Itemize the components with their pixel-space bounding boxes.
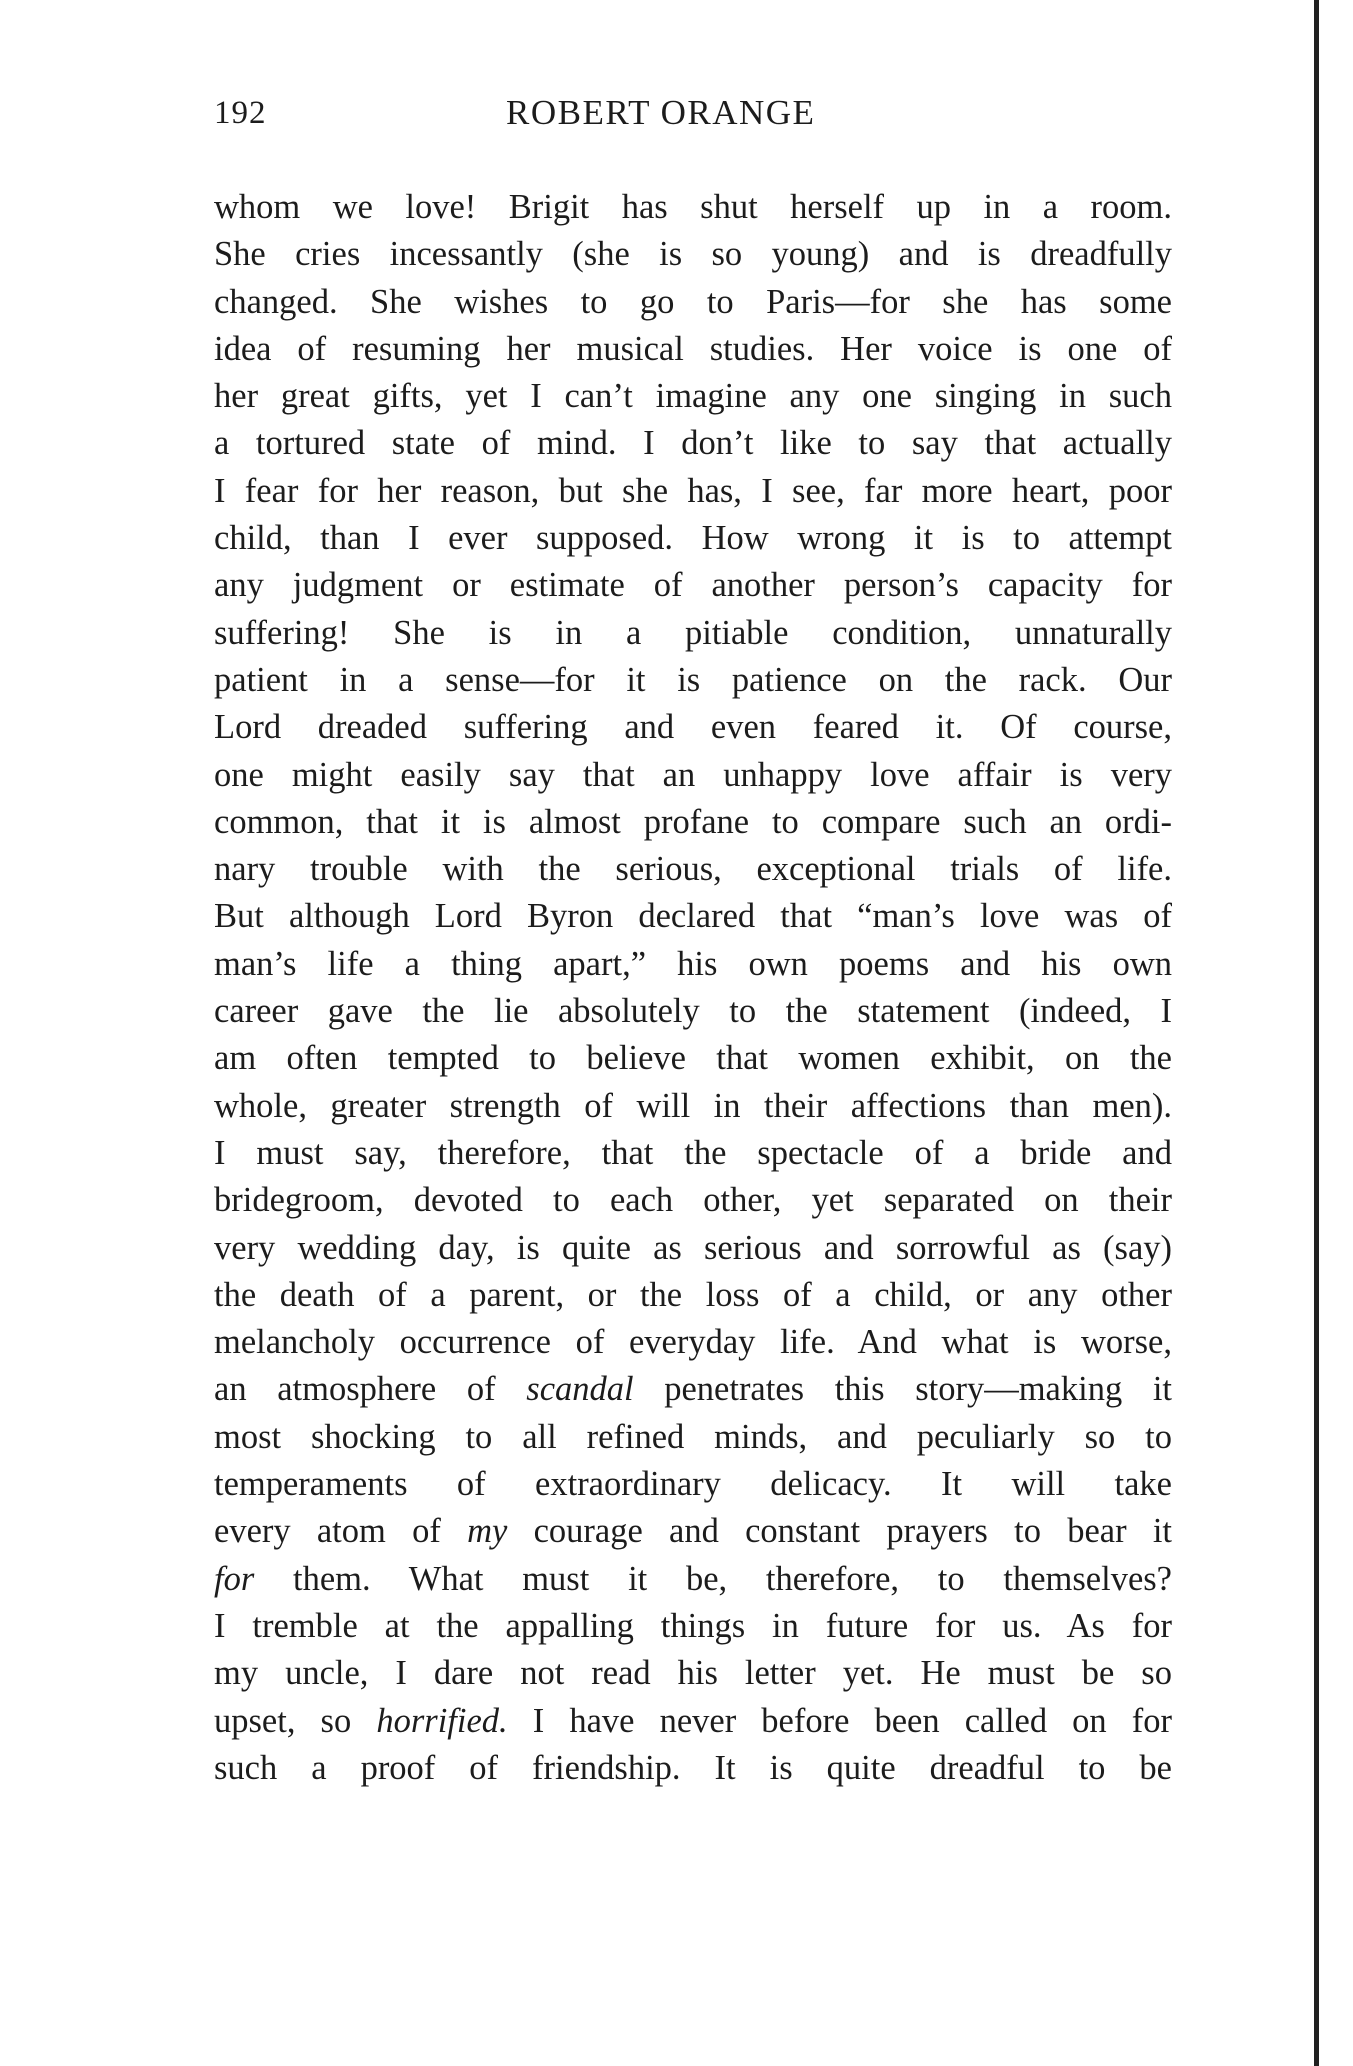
line-text: am often tempted to believe that women exhibit, on the bbox=[214, 1039, 1172, 1078]
text-line bbox=[214, 1366, 1172, 1413]
text-line bbox=[214, 326, 1172, 373]
italic-text: horrified. bbox=[376, 1701, 508, 1740]
text-line bbox=[214, 1461, 1172, 1508]
line-text: suffering! She is in a pitiable condition, unnaturally bbox=[214, 613, 1172, 652]
text-line bbox=[214, 752, 1172, 799]
line-text: whom we love! Brigit has shut herself up in a room. bbox=[214, 188, 1172, 226]
text-line bbox=[214, 515, 1172, 562]
italic-text: scandal bbox=[526, 1370, 634, 1409]
text-line bbox=[214, 1035, 1172, 1082]
text-line bbox=[214, 1225, 1172, 1272]
text-line bbox=[214, 1508, 1172, 1555]
text-line bbox=[214, 1556, 1172, 1603]
line-text: common, that it is almost profane to compare such an ordi- bbox=[214, 802, 1172, 841]
text-line bbox=[214, 184, 1172, 231]
text-line bbox=[214, 231, 1172, 278]
running-title: ROBERT ORANGE bbox=[506, 93, 816, 132]
line-text: I tremble at the appalling things in future for us. As for bbox=[214, 1606, 1172, 1645]
line-text: upset, so bbox=[214, 1701, 377, 1740]
line-text: penetrates this story—making it bbox=[633, 1370, 1173, 1409]
text-line bbox=[214, 704, 1172, 751]
text-line bbox=[214, 468, 1172, 515]
text-line bbox=[214, 1745, 1172, 1792]
line-text: patient in a sense—for it is patience on the rack. Our bbox=[214, 660, 1172, 699]
line-text: She cries incessantly (she is so young) and is dreadfully bbox=[214, 235, 1172, 274]
line-text: nary trouble with the serious, exceptional trials of life. bbox=[214, 850, 1172, 889]
text-line bbox=[214, 1083, 1172, 1130]
line-text: career gave the lie absolutely to the statement (indeed, I bbox=[214, 992, 1172, 1031]
text-line bbox=[214, 1698, 1172, 1745]
text-line bbox=[214, 1650, 1172, 1697]
text-line bbox=[214, 1603, 1172, 1650]
line-text: child, than I ever supposed. How wrong it is to attempt bbox=[214, 519, 1172, 558]
text-line bbox=[214, 941, 1172, 988]
line-text: whole, greater strength of will in their affections than men). bbox=[214, 1086, 1172, 1125]
italic-text: for bbox=[214, 1559, 255, 1598]
text-line bbox=[214, 1130, 1172, 1177]
text-line bbox=[214, 1177, 1172, 1224]
text-line bbox=[214, 1414, 1172, 1461]
line-text: my uncle, I dare not read his letter yet. He must be so bbox=[214, 1654, 1172, 1693]
page-number: 192 bbox=[214, 95, 267, 131]
line-text: the death of a parent, or the loss of a child, or any other bbox=[214, 1275, 1172, 1314]
text-line bbox=[214, 799, 1172, 846]
line-text: man’s life a thing apart,” his own poems and his own bbox=[214, 944, 1172, 983]
line-text: idea of resuming her musical studies. Her voice is one of bbox=[214, 329, 1172, 368]
body-text bbox=[214, 184, 1172, 1792]
text-line bbox=[214, 562, 1172, 609]
line-text: bridegroom, devoted to each other, yet separated on their bbox=[214, 1181, 1172, 1220]
page-edge bbox=[1314, 0, 1319, 2066]
text-line bbox=[214, 893, 1172, 940]
line-text: a tortured state of mind. I don’t like to say that actually bbox=[214, 424, 1172, 463]
text-line bbox=[214, 657, 1172, 704]
line-text: an atmosphere of bbox=[214, 1370, 527, 1409]
line-text: changed. She wishes to go to Paris—for she has some bbox=[214, 282, 1172, 321]
line-text: her great gifts, yet I can’t imagine any one singing in such bbox=[214, 377, 1172, 416]
line-text: I must say, therefore, that the spectacle of a bride and bbox=[214, 1133, 1172, 1172]
text-line bbox=[214, 279, 1172, 326]
line-text: any judgment or estimate of another person’s capacity for bbox=[214, 566, 1172, 605]
line-text: most shocking to all refined minds, and peculiarly so to bbox=[214, 1417, 1172, 1456]
line-text: But although Lord Byron declared that “man’s love was of bbox=[214, 897, 1172, 936]
italic-text: my bbox=[467, 1512, 508, 1551]
line-text: every atom of bbox=[214, 1512, 468, 1551]
text-line bbox=[214, 988, 1172, 1035]
text-line bbox=[214, 1272, 1172, 1319]
line-text: very wedding day, is quite as serious and sorrowful as (say) bbox=[214, 1228, 1172, 1267]
line-text: courage and constant prayers to bear it bbox=[507, 1512, 1172, 1551]
line-text: Lord dreaded suffering and even feared it. Of course, bbox=[214, 708, 1172, 747]
line-text: such a proof of friendship. It is quite dreadful to be bbox=[214, 1748, 1172, 1787]
line-text: I have never before been called on for bbox=[507, 1701, 1173, 1740]
line-text: temperaments of extraordinary delicacy. It will take bbox=[214, 1465, 1172, 1504]
text-line bbox=[214, 610, 1172, 657]
text-line bbox=[214, 846, 1172, 893]
text-line bbox=[214, 1319, 1172, 1366]
text-line bbox=[214, 373, 1172, 420]
line-text: them. What must it be, therefore, to themselves? bbox=[254, 1559, 1172, 1598]
text-line bbox=[214, 420, 1172, 467]
line-text: melancholy occurrence of everyday life. And what is worse, bbox=[214, 1323, 1172, 1362]
line-text: one might easily say that an unhappy love affair is very bbox=[214, 755, 1172, 794]
line-text: I fear for her reason, but she has, I see, far more heart, poor bbox=[214, 471, 1172, 510]
running-header bbox=[214, 88, 1164, 138]
